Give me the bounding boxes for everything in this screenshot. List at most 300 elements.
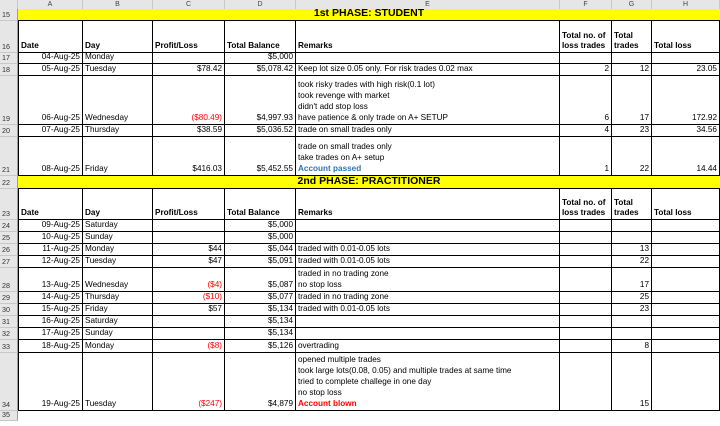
row-number[interactable]: 28 [0,268,18,292]
cell-value: $5,134 [267,304,293,314]
cell-value: 09-Aug-25 [41,220,80,230]
total-loss-cell[interactable] [652,353,720,411]
cell-value: 06-Aug-25 [41,113,80,123]
day-cell[interactable] [83,304,153,316]
total-loss-cell[interactable] [652,316,720,328]
table-row [0,125,720,137]
cell-value: 23 [639,304,649,314]
row-number[interactable]: 21 [0,137,18,176]
row-number[interactable]: 31 [0,316,18,328]
column-header-e[interactable]: E [296,0,560,9]
row-number[interactable]: 33 [0,340,18,353]
total-loss-cell[interactable] [652,328,720,340]
cell-value: 17-Aug-25 [41,328,80,338]
date-cell[interactable] [18,76,83,125]
day-cell[interactable] [83,64,153,76]
cell-value: Wednesday [85,280,129,290]
cell-value: Monday [85,53,115,62]
total-loss-cell[interactable] [652,304,720,316]
cell-value: 05-Aug-25 [41,64,80,74]
header-trades[interactable] [612,21,652,53]
header-date[interactable] [18,21,83,53]
phase-title: 1st PHASE: STUDENT [313,7,425,19]
profit-loss-cell[interactable] [153,256,225,268]
cell-value: 08-Aug-25 [41,164,80,174]
cell-value: ($80.49) [191,113,222,123]
cell-value: 23.05 [696,64,717,74]
date-cell[interactable] [18,340,83,353]
header-loss-trades[interactable] [560,21,612,53]
cell-value: Wednesday [85,113,129,123]
header-trades[interactable] [612,189,652,220]
loss-trades-cell[interactable] [560,220,612,232]
trades-cell[interactable] [612,268,652,292]
row-number[interactable]: 17 [0,53,18,64]
cell-value: $5,134 [267,316,293,326]
remarks-lines [298,64,557,74]
row-number[interactable]: 19 [0,76,18,125]
remarks-cell[interactable] [296,220,560,232]
total-loss-cell[interactable] [652,292,720,304]
loss-trades-cell[interactable] [560,64,612,76]
day-cell[interactable] [83,353,153,411]
row-number[interactable]: 35 [0,411,18,421]
table-row [0,53,720,64]
balance-cell[interactable] [225,220,296,232]
remarks-lines [298,256,557,266]
total-loss-cell[interactable] [652,137,720,176]
trades-cell[interactable] [612,292,652,304]
balance-cell[interactable] [225,137,296,176]
cell-value: $4,879 [267,399,293,409]
day-cell[interactable] [83,292,153,304]
date-cell[interactable] [18,268,83,292]
cell-value: 1 [604,164,609,174]
table-row [0,64,720,76]
total-loss-cell[interactable] [652,256,720,268]
row-number[interactable]: 20 [0,125,18,137]
remark-line: traded with 0.01-0.05 lots [298,244,390,253]
cell-value: 19-Aug-25 [41,399,80,409]
cell-value: Saturday [85,316,118,326]
table-row [0,340,720,353]
row-number[interactable]: 34 [0,353,18,411]
phase1-banner-row [0,9,720,21]
date-cell[interactable] [18,304,83,316]
table-row [0,304,720,316]
loss-trades-cell[interactable] [560,304,612,316]
cell-value: 8 [644,341,649,351]
header-label: Total trades [614,31,639,50]
balance-cell[interactable] [225,76,296,125]
day-cell[interactable] [83,220,153,232]
loss-trades-cell[interactable] [560,125,612,137]
cell-value: 4 [604,125,609,135]
row-number[interactable]: 25 [0,232,18,244]
profit-loss-cell[interactable] [153,76,225,125]
total-loss-cell[interactable] [652,232,720,244]
header-label: Total loss [654,41,692,50]
trades-cell[interactable] [612,64,652,76]
cell-value: 22 [639,164,649,174]
cell-value: ($247) [198,399,222,409]
cell-value: Saturday [85,220,118,230]
remark-line: trade on small trades only [298,125,392,134]
row-number[interactable]: 32 [0,328,18,340]
cell-value: Sunday [85,328,113,338]
total-loss-cell[interactable] [652,268,720,292]
cell-value: 172.92 [691,113,717,123]
day-cell[interactable] [83,232,153,244]
balance-cell[interactable] [225,64,296,76]
loss-trades-cell[interactable] [560,256,612,268]
cell-value: ($10) [202,292,222,302]
cell-value: 11-Aug-25 [42,244,80,254]
row-number[interactable]: 24 [0,220,18,232]
total-loss-cell[interactable] [652,125,720,137]
remarks-cell[interactable] [296,256,560,268]
trades-cell[interactable] [612,328,652,340]
date-cell[interactable] [18,353,83,411]
column-header-c[interactable]: C [153,0,225,9]
cell-value: $47 [208,256,222,266]
remarks-cell[interactable] [296,316,560,328]
header-date[interactable] [18,189,83,220]
day-cell[interactable] [83,316,153,328]
cell-value: 16-Aug-25 [41,316,80,326]
account-status: Account blown [298,398,357,408]
remarks-cell[interactable] [296,137,560,176]
loss-trades-cell[interactable] [560,268,612,292]
column-header-b[interactable]: B [83,0,153,9]
table-row [0,292,720,304]
cell-value: 17 [639,280,649,290]
cell-value: $78.42 [196,64,222,74]
balance-cell[interactable] [225,340,296,353]
day-cell[interactable] [83,256,153,268]
remarks-lines [298,340,557,351]
remarks-cell[interactable] [296,292,560,304]
cell-value: Thursday [85,292,120,302]
date-cell[interactable] [18,137,83,176]
remark-line: took revenge with market [298,90,390,100]
balance-cell[interactable] [225,244,296,256]
row-number[interactable]: 23 [0,189,18,220]
profit-loss-cell[interactable] [153,53,225,64]
remark-line: take trades on A+ setup [298,152,385,162]
row-number[interactable]: 16 [0,21,18,53]
header-balance[interactable] [225,21,296,53]
header-label: Total Balance [227,41,280,50]
profit-loss-cell[interactable] [153,353,225,411]
cell-value: Monday [85,244,115,254]
trades-cell[interactable] [612,353,652,411]
date-cell[interactable] [18,53,83,64]
row-number[interactable]: 26 [0,244,18,256]
header-loss-trades[interactable] [560,189,612,220]
cell-value: 12-Aug-25 [41,256,80,266]
header-remarks[interactable] [296,189,560,220]
profit-loss-cell[interactable] [153,137,225,176]
loss-trades-cell[interactable] [560,340,612,353]
cell-value: $44 [208,244,222,254]
column-header-d[interactable]: D [225,0,296,9]
table-row [0,353,720,411]
balance-cell[interactable] [225,256,296,268]
row-number[interactable]: 22 [0,176,18,189]
date-cell[interactable] [18,220,83,232]
cell-value: Friday [85,164,108,174]
profit-loss-cell[interactable] [153,64,225,76]
day-cell[interactable] [83,328,153,340]
cell-value: 13-Aug-25 [41,280,80,290]
header-label: Remarks [298,41,333,50]
balance-cell[interactable] [225,125,296,137]
trades-cell[interactable] [612,304,652,316]
cell-value: 10-Aug-25 [41,232,80,242]
column-header-g[interactable]: G [612,0,652,9]
loss-trades-cell[interactable] [560,137,612,176]
loss-trades-cell[interactable] [560,232,612,244]
remarks-cell[interactable] [296,53,560,64]
header-total-loss[interactable] [652,21,720,53]
balance-cell[interactable] [225,268,296,292]
balance-cell[interactable] [225,53,296,64]
cell-value: $38.59 [196,125,222,135]
cell-value: Thursday [85,125,120,135]
day-cell[interactable] [83,244,153,256]
profit-loss-cell[interactable] [153,316,225,328]
header-label: Total Balance [227,208,280,217]
header-label: Remarks [298,208,333,217]
row-number[interactable]: 18 [0,64,18,76]
date-cell[interactable] [18,328,83,340]
remark-line: no stop loss [298,279,342,289]
total-loss-cell[interactable] [652,244,720,256]
phase1-header-row [0,21,720,53]
cell-value: Sunday [85,232,113,242]
column-header-a[interactable]: A [18,0,83,9]
balance-cell[interactable] [225,353,296,411]
row-number[interactable]: 15 [0,9,18,21]
cell-value: 12 [639,64,649,74]
cell-value: 13 [639,244,649,254]
trades-cell[interactable] [612,137,652,176]
total-loss-cell[interactable] [652,340,720,353]
phase-title: 2nd PHASE: PRACTITIONER [297,175,441,187]
cell-value: 04-Aug-25 [41,53,80,62]
loss-trades-cell[interactable] [560,316,612,328]
remarks-cell[interactable] [296,232,560,244]
cell-value: 15 [639,399,649,409]
header-label: Total no. of loss trades [562,31,606,50]
trades-cell[interactable] [612,340,652,353]
balance-cell[interactable] [225,304,296,316]
select-all-corner[interactable] [0,0,18,9]
header-pl[interactable] [153,21,225,53]
loss-trades-cell[interactable] [560,292,612,304]
remarks-lines [298,141,557,174]
loss-trades-cell[interactable] [560,76,612,125]
profit-loss-cell[interactable] [153,244,225,256]
trades-cell[interactable] [612,316,652,328]
remarks-cell[interactable] [296,353,560,411]
header-label: Date [21,208,39,217]
cell-value: 6 [604,113,609,123]
loss-trades-cell[interactable] [560,353,612,411]
date-cell[interactable] [18,292,83,304]
total-loss-cell[interactable] [652,64,720,76]
table-row [0,328,720,340]
remarks-cell[interactable] [296,125,560,137]
balance-cell[interactable] [225,292,296,304]
cell-value: Tuesday [85,399,117,409]
trades-cell[interactable] [612,220,652,232]
date-cell[interactable] [18,232,83,244]
profit-loss-cell[interactable] [153,232,225,244]
phase2-banner-row [0,176,720,189]
cell-value: 23 [639,125,649,135]
trades-cell[interactable] [612,232,652,244]
remarks-cell[interactable] [296,328,560,340]
remarks-lines [298,292,557,302]
profit-loss-cell[interactable] [153,125,225,137]
remarks-lines [298,354,557,409]
cell-value: Tuesday [85,64,117,74]
trades-cell[interactable] [612,256,652,268]
cell-value: 07-Aug-25 [41,125,80,135]
header-day[interactable] [83,21,153,53]
table-row [0,316,720,328]
header-remarks[interactable] [296,21,560,53]
cell-value: $4,997.93 [256,113,293,123]
remarks-lines [298,125,557,135]
day-cell[interactable] [83,340,153,353]
remark-line: opened multiple trades [298,354,381,364]
remarks-cell[interactable] [296,244,560,256]
balance-cell[interactable] [225,232,296,244]
header-label: Date [21,41,39,50]
loss-trades-cell[interactable] [560,244,612,256]
date-cell[interactable] [18,244,83,256]
date-cell[interactable] [18,125,83,137]
header-balance[interactable] [225,189,296,220]
profit-loss-cell[interactable] [153,268,225,292]
cell-value: Friday [85,304,108,314]
profit-loss-cell[interactable] [153,220,225,232]
remark-line: overtrading [298,340,339,350]
phase-banner[interactable] [18,176,720,189]
cell-value: Tuesday [85,256,117,266]
header-total-loss[interactable] [652,189,720,220]
column-header-h[interactable]: H [652,0,720,9]
balance-cell[interactable] [225,328,296,340]
cell-value: $5,000 [267,220,293,230]
cell-value: $5,077 [267,292,293,302]
cell-value: 17 [639,113,649,123]
remarks-cell[interactable] [296,268,560,292]
header-label: Profit/Loss [155,41,198,50]
total-loss-cell[interactable] [652,220,720,232]
day-cell[interactable] [83,53,153,64]
remarks-lines [298,244,557,254]
table-row [0,76,720,125]
header-day[interactable] [83,189,153,220]
date-cell[interactable] [18,64,83,76]
table-row [0,256,720,268]
loss-trades-cell[interactable] [560,328,612,340]
remarks-cell[interactable] [296,64,560,76]
day-cell[interactable] [83,137,153,176]
remark-line: traded with 0.01-0.05 lots [298,304,390,313]
account-status: Account passed [298,163,362,173]
date-cell[interactable] [18,256,83,268]
remark-line: Keep lot size 0.05 only. For risk trades 0.02 max [298,64,473,73]
remark-line: didn't add stop loss [298,101,368,111]
remark-line: have patience & only trade on A+ SETUP [298,112,448,122]
table-row [0,268,720,292]
cell-value: 14-Aug-25 [41,292,80,302]
total-loss-cell[interactable] [652,53,720,64]
phase-banner[interactable] [18,9,720,21]
table-row [0,244,720,256]
header-label: Day [85,41,101,50]
profit-loss-cell[interactable] [153,304,225,316]
row-number[interactable]: 30 [0,304,18,316]
header-pl[interactable] [153,189,225,220]
trades-cell[interactable] [612,53,652,64]
profit-loss-cell[interactable] [153,292,225,304]
total-loss-cell[interactable] [652,76,720,125]
cell-value: $5,452.55 [256,164,293,174]
header-label: Profit/Loss [155,208,198,217]
table-row [0,220,720,232]
trades-cell[interactable] [612,125,652,137]
cell-value: 34.56 [696,125,717,135]
row-number[interactable]: 27 [0,256,18,268]
date-cell[interactable] [18,316,83,328]
balance-cell[interactable] [225,316,296,328]
header-label: Day [85,208,101,217]
column-header-f[interactable]: F [560,0,612,9]
profit-loss-cell[interactable] [153,340,225,353]
header-label: Total trades [614,198,639,217]
cell-value: $57 [208,304,222,314]
trades-cell[interactable] [612,76,652,125]
cell-value: $5,134 [267,328,293,338]
trailing-row [0,411,720,421]
cell-value: Monday [85,341,115,351]
remarks-lines [298,268,557,290]
day-cell[interactable] [83,268,153,292]
table-row [0,137,720,176]
remark-line: traded with 0.01-0.05 lots [298,256,390,265]
remarks-lines [298,304,557,314]
profit-loss-cell[interactable] [153,328,225,340]
day-cell[interactable] [83,76,153,125]
remark-line: took risky trades with high risk(0.1 lot) [298,79,435,89]
loss-trades-cell[interactable] [560,53,612,64]
remark-line: traded in no trading zone [298,268,389,278]
remark-line: tried to complete challege in one day [298,376,432,386]
cell-value: ($8) [207,341,222,351]
row-number[interactable]: 29 [0,292,18,304]
remarks-cell[interactable] [296,76,560,125]
remarks-cell[interactable] [296,304,560,316]
day-cell[interactable] [83,125,153,137]
trades-cell[interactable] [612,244,652,256]
remarks-cell[interactable] [296,340,560,353]
